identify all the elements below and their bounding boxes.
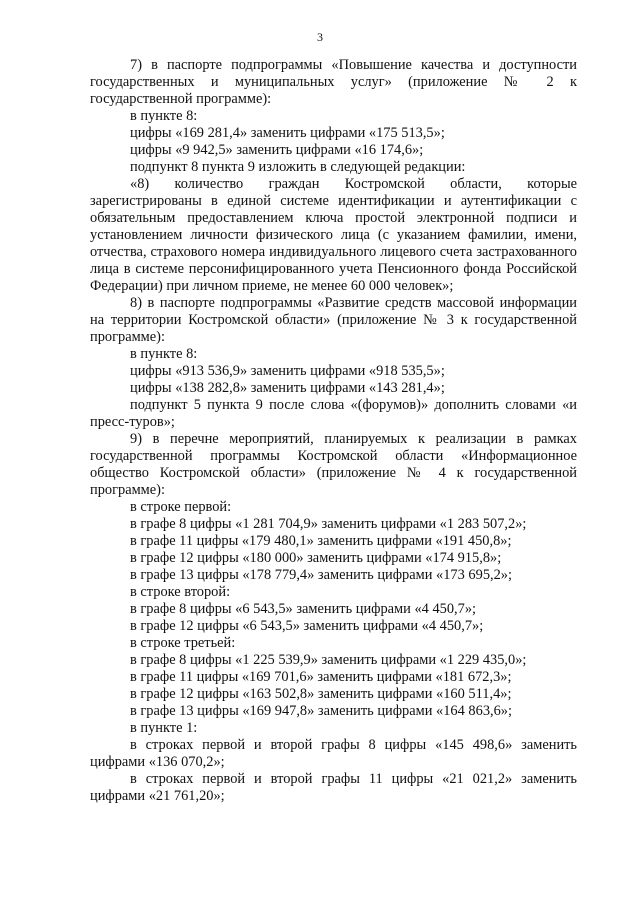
paragraph: в пункте 8: (130, 346, 198, 362)
paragraph: в графе 11 цифры «179 480,1» заменить цифрами «191 450,8»; (130, 533, 512, 549)
paragraph: в графе 8 цифры «1 225 539,9» заменить цифрами «1 229 435,0»; (130, 652, 527, 668)
paragraph: в пункте 8: (130, 108, 198, 124)
document-body (90, 57, 577, 805)
paragraph: 7) в паспорте подпрограммы «Повышение качества и доступности государственных и муниципальных услуг» (приложение № 2 к государственной программе): (90, 57, 577, 107)
paragraph: цифры «138 282,8» заменить цифрами «143 281,4»; (130, 380, 445, 396)
paragraph: в графе 11 цифры «169 701,6» заменить цифрами «181 672,3»; (130, 669, 512, 685)
paragraph: в графе 12 цифры «163 502,8» заменить цифрами «160 511,4»; (130, 686, 512, 702)
paragraph: 8) в паспорте подпрограммы «Развитие средств массовой информации на территории Костромской области» (приложение № 3 к государственной программе): (90, 295, 577, 345)
paragraph: «8) количество граждан Костромской области, которые зарегистрированы в единой системе идентификации и аутентификации с обязательным предоставлением ключа простой электронной подписи и установлением личности физического лица (с указанием фамилии, имени, отчества, страхового номера индивидуального лицевого счета застрахованного лица в системе персонифицированного учета Пенсионного фонда Российской Федерации) при личном приеме, не менее 60 000 человек»; (90, 176, 577, 294)
paragraph: в графе 13 цифры «169 947,8» заменить цифрами «164 863,6»; (130, 703, 512, 719)
paragraph: в строке третьей: (130, 635, 236, 651)
paragraph: в графе 8 цифры «6 543,5» заменить цифрами «4 450,7»; (130, 601, 477, 617)
paragraph: подпункт 8 пункта 9 изложить в следующей редакции: (130, 159, 466, 175)
paragraph: в графе 12 цифры «6 543,5» заменить цифрами «4 450,7»; (130, 618, 484, 634)
paragraph: цифры «169 281,4» заменить цифрами «175 513,5»; (130, 125, 445, 141)
paragraph: в строке первой: (130, 499, 232, 515)
paragraph: в графе 12 цифры «180 000» заменить цифрами «174 915,8»; (130, 550, 502, 566)
paragraph: в пункте 1: (130, 720, 198, 736)
paragraph: цифры «913 536,9» заменить цифрами «918 535,5»; (130, 363, 445, 379)
paragraph: в строках первой и второй графы 11 цифры «21 021,2» заменить цифрами «21 761,20»; (90, 771, 577, 804)
paragraph: в графе 13 цифры «178 779,4» заменить цифрами «173 695,2»; (130, 567, 512, 583)
paragraph: в строке второй: (130, 584, 231, 600)
paragraph: 9) в перечне мероприятий, планируемых к реализации в рамках государственной программы Костромской области «Информационное общество Костромской области» (приложение № 4 к государственной программе): (90, 431, 577, 498)
paragraph: цифры «9 942,5» заменить цифрами «16 174,6»; (130, 142, 424, 158)
paragraph: в строках первой и второй графы 8 цифры «145 498,6» заменить цифрами «136 070,2»; (90, 737, 577, 770)
paragraph: подпункт 5 пункта 9 после слова «(форумов)» дополнить словами «и пресс-туров»; (90, 397, 577, 430)
page-number: 3 (317, 30, 323, 44)
paragraph: в графе 8 цифры «1 281 704,9» заменить цифрами «1 283 507,2»; (130, 516, 527, 532)
